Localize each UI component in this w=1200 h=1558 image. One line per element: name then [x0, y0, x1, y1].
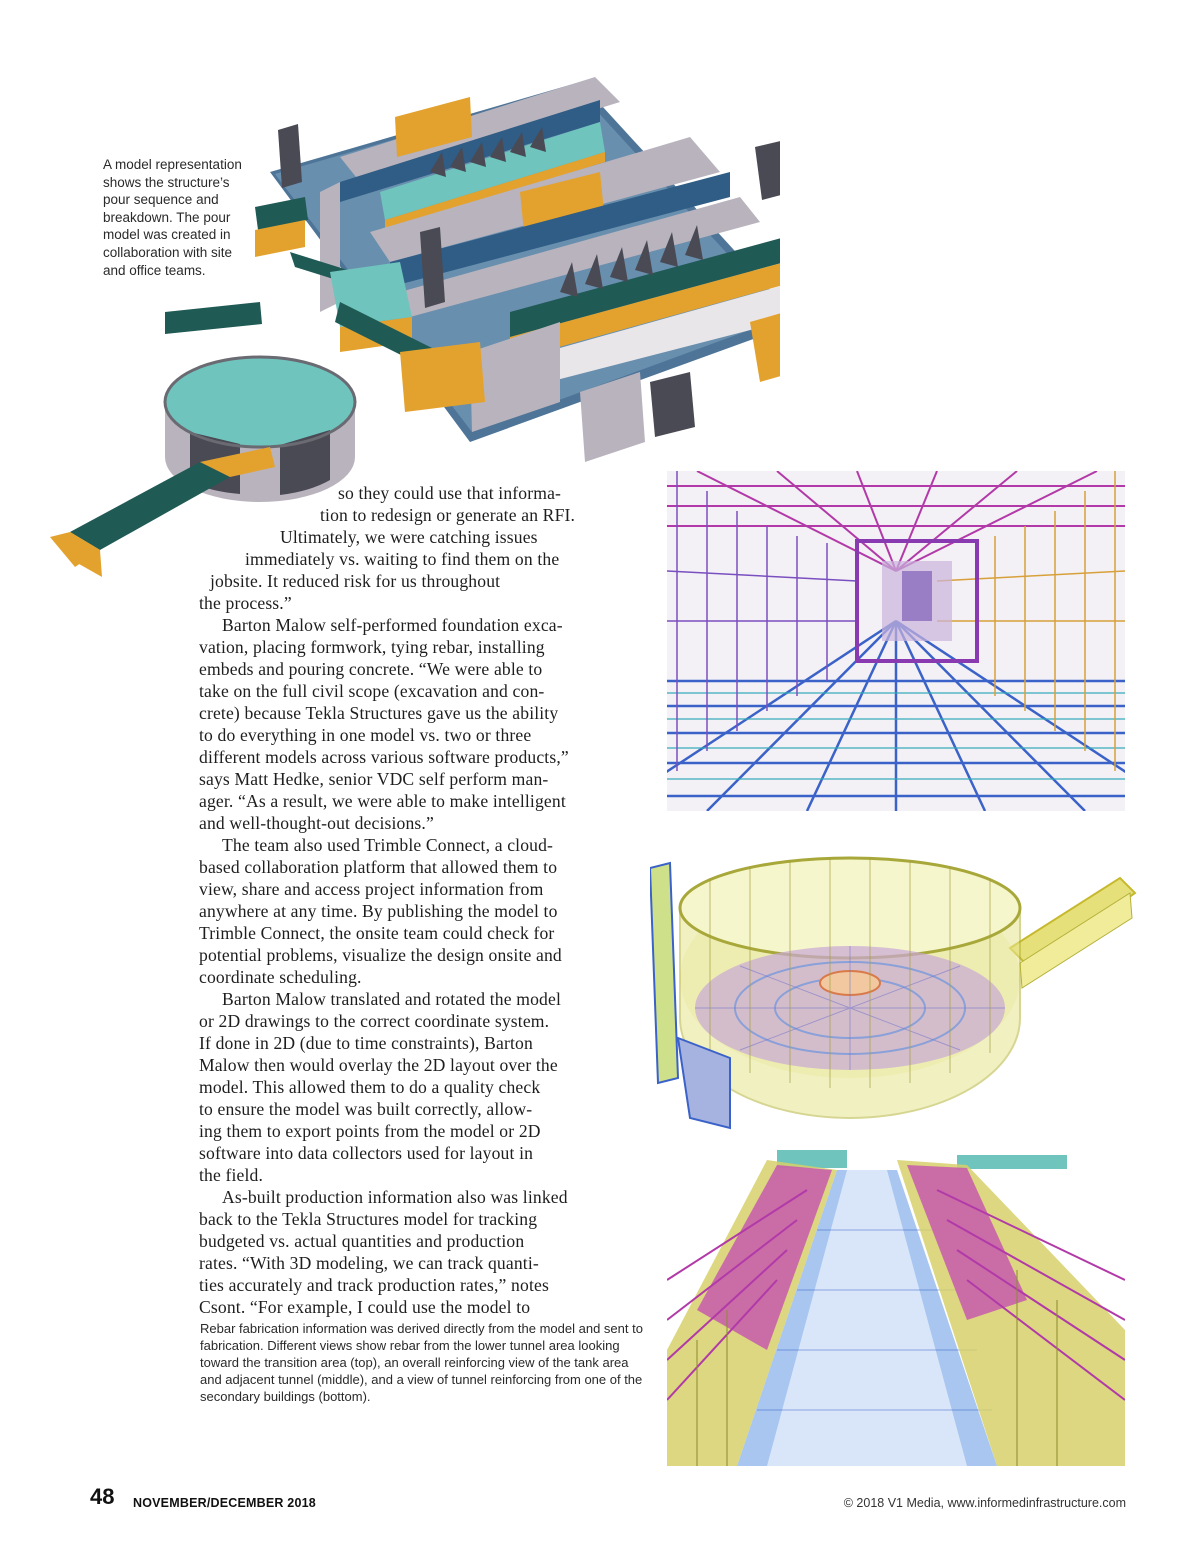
body-line: Csont. “For example, I could use the model to: [199, 1297, 531, 1317]
body-line: anywhere at any time. By publishing the model to: [199, 901, 558, 921]
body-line: so they could use that informa-: [338, 483, 562, 503]
body-line: rates. “With 3D modeling, we can track quanti-: [199, 1253, 539, 1273]
body-line: view, share and access project information from: [199, 879, 544, 899]
body-line: Trimble Connect, the onsite team could check for: [199, 923, 555, 943]
body-line: ties accurately and track production rates,” notes: [199, 1275, 549, 1295]
body-line: take on the full civil scope (excavation and con-: [199, 681, 545, 701]
body-line: back to the Tekla Structures model for tracking: [199, 1209, 538, 1229]
body-line: the field.: [199, 1165, 264, 1185]
body-line: Barton Malow translated and rotated the model: [222, 989, 561, 1009]
body-line: different models across various software products,”: [199, 747, 569, 767]
body-line: model. This allowed them to do a quality check: [199, 1077, 541, 1097]
rebar-views-caption: Rebar fabrication information was derived directly from the model and sent to fabrication. Different views show rebar from the lower tunnel area looking toward the transition area (top), an overall reinforcing view of the tank area and adjacent tunnel (middle), and a view of tunnel reinforcing from one of the secondary buildings (bottom).: [200, 1321, 643, 1404]
body-line: says Matt Hedke, senior VDC self perform man-: [199, 769, 549, 789]
body-line: The team also used Trimble Connect, a cloud-: [222, 835, 554, 855]
body-line: Barton Malow self-performed foundation exca-: [222, 615, 563, 635]
body-line: software into data collectors used for layout in: [199, 1143, 534, 1163]
body-line: Ultimately, we were catching issues: [280, 527, 538, 547]
body-line: to ensure the model was built correctly, allow-: [199, 1099, 533, 1119]
body-line: immediately vs. waiting to find them on the: [245, 549, 560, 569]
issue-date: NOVEMBER/DECEMBER 2018: [133, 1496, 316, 1510]
body-line: coordinate scheduling.: [199, 967, 362, 987]
body-line: jobsite. It reduced risk for us throughout: [210, 571, 501, 591]
body-line: budgeted vs. actual quantities and production: [199, 1231, 525, 1251]
copyright-notice: © 2018 V1 Media, www.informedinfrastructure.com: [843, 1496, 1126, 1510]
page-number: 48: [90, 1484, 115, 1509]
rebar-secondary-tunnel-image: [667, 1150, 1125, 1466]
body-line: As-built production information also was linked: [222, 1187, 568, 1207]
body-line: embeds and pouring concrete. “We were able to: [199, 659, 543, 679]
rebar-tank-image: [650, 838, 1140, 1138]
body-line: Malow then would overlay the 2D layout over the: [199, 1055, 558, 1075]
body-line: tion to redesign or generate an RFI.: [320, 505, 576, 525]
body-line: the process.”: [199, 593, 292, 613]
body-line: ing them to export points from the model or 2D: [199, 1121, 541, 1141]
body-line: to do everything in one model vs. two or three: [199, 725, 532, 745]
body-line: and well-thought-out decisions.”: [199, 813, 434, 833]
body-line: based collaboration platform that allowed them to: [199, 857, 558, 877]
body-line: If done in 2D (due to time constraints), Barton: [199, 1033, 533, 1053]
body-line: crete) because Tekla Structures gave us the ability: [199, 703, 559, 723]
rebar-tunnel-image: [667, 471, 1125, 811]
pour-model-caption: A model representation shows the structure’s pour sequence and breakdown. The pour model was created in collaboration with site and office teams.: [103, 157, 242, 278]
body-line: ager. “As a result, we were able to make intelligent: [199, 791, 566, 811]
body-line: potential problems, visualize the design onsite and: [199, 945, 562, 965]
body-line: vation, placing formwork, tying rebar, installing: [199, 637, 545, 657]
body-line: or 2D drawings to the correct coordinate system.: [199, 1011, 550, 1031]
